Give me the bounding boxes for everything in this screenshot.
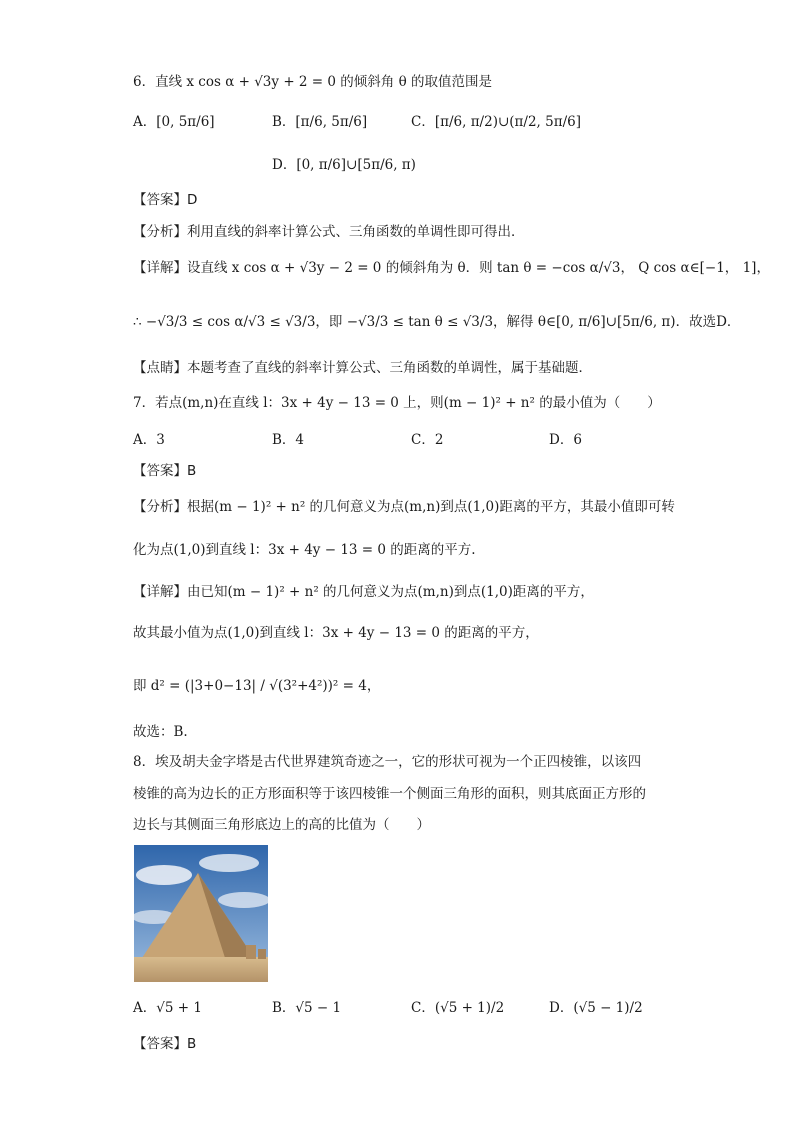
q7-detail-2: 故其最小值为点(1,0)到直线 l：3x + 4y − 13 = 0 的距离的平方， [133,625,539,641]
q8-stem-1: 8．埃及胡夫金字塔是古代世界建筑奇迹之一，它的形状可视为一个正四棱锥，以该四 [133,754,642,770]
q7-option-b: B．4 [272,432,305,448]
q6-answer: 【答案】D [133,192,198,208]
q8-option-b: B．√5 − 1 [272,1000,342,1016]
q6-detail-1: 【详解】设直线 x cos α + √3y − 2 = 0 的倾斜角为 θ．则 tan θ = −cos α/√3， Q cos α∈[−1， 1]， [133,260,770,276]
q6-comment: 【点睛】本题考查了直线的斜率计算公式、三角函数的单调性，属于基础题． [133,360,592,376]
q7-detail-1: 【详解】由已知(m − 1)² + n² 的几何意义为点(m,n)到点(1,0)距离的平方， [133,584,594,600]
q6-option-a: A．[0, 5π/6] [133,114,215,130]
q7-answer: 【答案】B [133,463,197,479]
q7-detail-3: 即 d² = (|3+0−13| / √(3²+4²))² = 4， [133,678,381,694]
q7-analysis-2: 化为点(1,0)到直线 l：3x + 4y − 13 = 0 的距离的平方. [133,542,476,558]
pyramid-photo [134,845,268,982]
q7-stem: 7．若点(m,n)在直线 l：3x + 4y − 13 = 0 上，则(m − 1)² + n² 的最小值为（ ） [133,395,661,411]
q7-conclusion: 故选：B. [133,724,188,740]
pyramid-illustration [134,845,268,982]
q7-analysis-1: 【分析】根据(m − 1)² + n² 的几何意义为点(m,n)到点(1,0)距离的平方，其最小值即可转 [133,499,675,515]
q7-option-a: A．3 [133,432,165,448]
q8-stem-2: 棱锥的高为边长的正方形面积等于该四棱锥一个侧面三角形的面积，则其底面正方形的 [133,786,646,802]
q8-option-a: A．√5 + 1 [133,1000,202,1016]
q6-detail-2: ∴ −√3/3 ≤ cos α/√3 ≤ √3/3，即 −√3/3 ≤ tan θ ≤ √3/3，解得 θ∈[0, π/6]∪[5π/6, π)．故选D． [133,314,741,330]
q6-stem: 6．直线 x cos α + √3y + 2 = 0 的倾斜角 θ 的取值范围是 [133,74,492,90]
q8-option-c: C．(√5 + 1)/2 [411,1000,505,1016]
q6-option-d: D．[0, π/6]∪[5π/6, π) [272,157,416,173]
q8-stem-3: 边长与其侧面三角形底边上的高的比值为（ ） [133,817,430,833]
q7-option-d: D．6 [549,432,582,448]
q6-option-c: C．[π/6, π/2)∪(π/2, 5π/6] [411,114,582,130]
q6-option-b: B．[π/6, 5π/6] [272,114,368,130]
q6-analysis: 【分析】利用直线的斜率计算公式、三角函数的单调性即可得出． [133,224,525,240]
q7-option-c: C．2 [411,432,444,448]
q8-option-d: D．(√5 − 1)/2 [549,1000,643,1016]
q8-answer: 【答案】B [133,1036,197,1052]
